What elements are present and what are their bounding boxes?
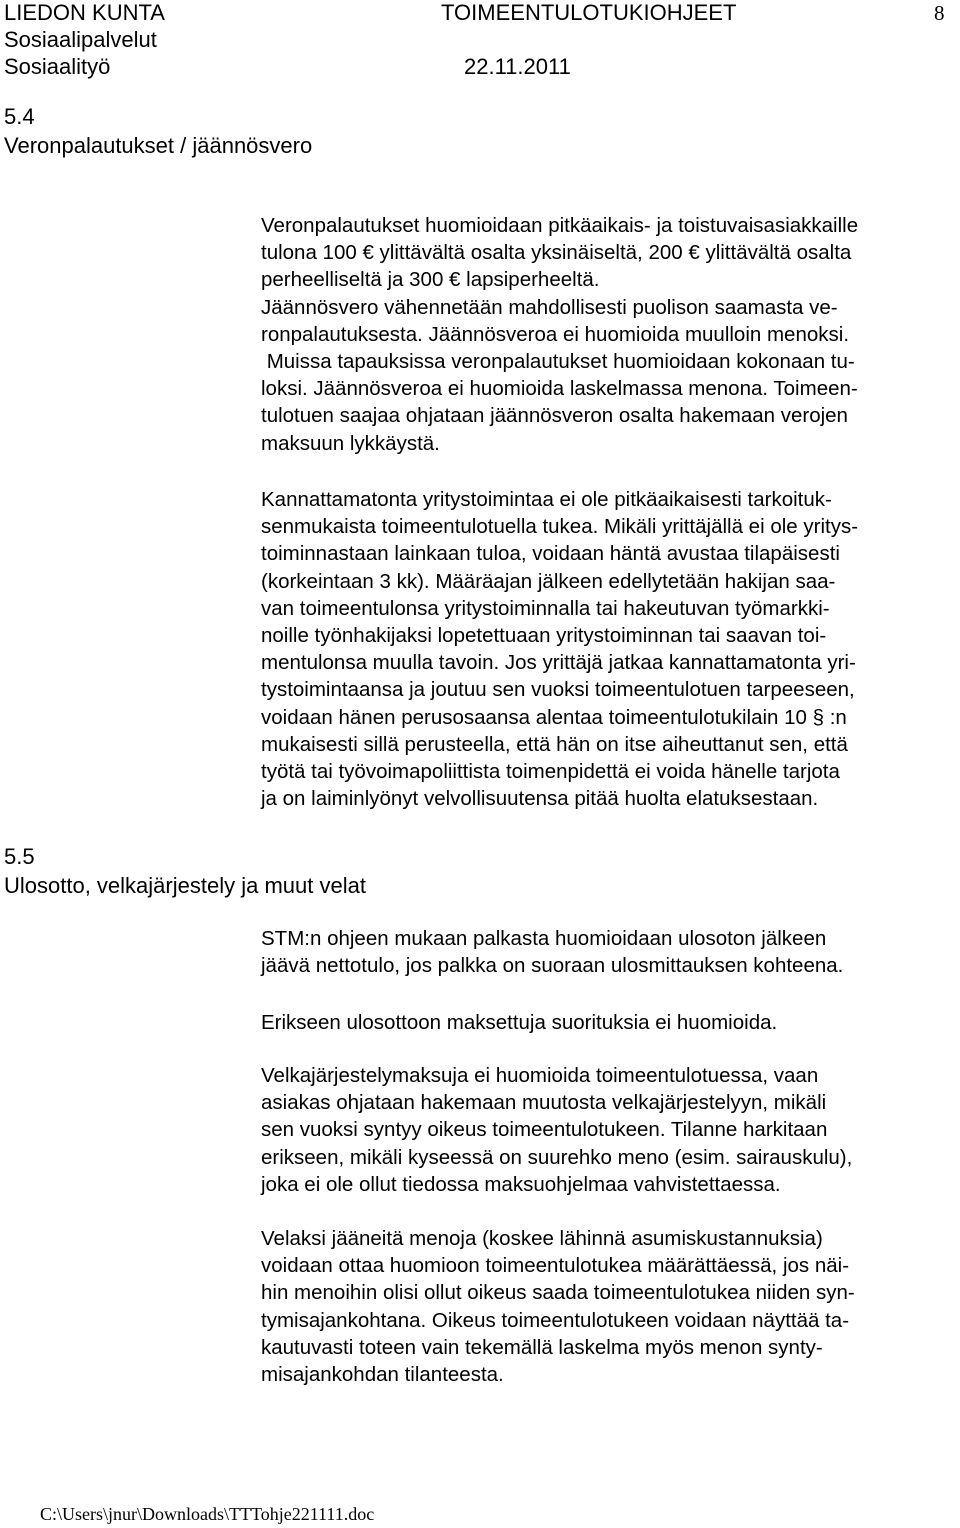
paragraph-line: tymisajankohtana. Oikeus toimeentulotukeen voidaan näyttää ta- bbox=[261, 1308, 850, 1332]
paragraph-velaksi-jaaneet bbox=[261, 1225, 951, 1388]
paragraph-line: perheelliseltä ja 300 € lapsiperheeltä. bbox=[261, 268, 600, 292]
paragraph-line: ja on laiminlyönyt velvollisuutensa pitää huolta elatuksestaan. bbox=[261, 787, 819, 811]
paragraph-line: erikseen, mikäli kyseessä on suurehko meno (esim. sairauskulu), bbox=[261, 1145, 853, 1169]
paragraph-line: Jäännösvero vähennetään mahdollisesti puolison saamasta ve- bbox=[261, 295, 838, 319]
paragraph-line: Velaksi jääneitä menoja (koskee lähinnä asumiskustannuksia) bbox=[261, 1227, 823, 1250]
paragraph-line: senmukaista toimeentulotuella tukea. Mikäli yrittäjällä ei ole yritys- bbox=[261, 515, 859, 539]
paragraph-veronpalautukset bbox=[261, 212, 951, 457]
paragraph-line: Muissa tapauksissa veronpalautukset huomioidaan kokonaan tu- bbox=[261, 350, 855, 374]
paragraph-line: Veronpalautukset huomioidaan pitkäaikais- ja toistuvaisasiakkaille bbox=[261, 214, 859, 237]
paragraph-line: maksuun lykkäystä. bbox=[261, 431, 440, 455]
paragraph-line: Velkajärjestelymaksuja ei huomioida toimeentulotuessa, vaan bbox=[261, 1064, 819, 1087]
paragraph-line: voidaan ottaa huomioon toimeentulotukea määrättäessä, jos näi- bbox=[261, 1254, 850, 1278]
header-org: LIEDON KUNTA bbox=[4, 0, 165, 25]
paragraph-line: joka ei ole ollut tiedossa maksuohjelmaa vahvistettaessa. bbox=[261, 1172, 781, 1196]
header-doc-title: TOIMEENTULOTUKIOHJEET bbox=[441, 0, 737, 25]
paragraph-line: asiakas ohjataan hakemaan muutosta velkajärjestelyyn, mikäli bbox=[261, 1091, 827, 1115]
paragraph-line: mentulonsa muulla tavoin. Jos yrittäjä jatkaa kannattamatonta yri- bbox=[261, 651, 856, 675]
section-number: 5.5 bbox=[4, 844, 35, 869]
paragraph-line: noille työnhakijaksi lopetettuaan yritystoiminnan tai saavan toi- bbox=[261, 624, 827, 648]
paragraph-line: Kannattamatonta yritystoimintaa ei ole pitkäaikaisesti tarkoituk- bbox=[261, 488, 832, 511]
header-date: 22.11.2011 bbox=[464, 54, 571, 79]
paragraph-ulosotto-suoritukset bbox=[261, 1009, 951, 1036]
paragraph-line: kautuvasti toteen vain tekemällä laskelma myös menon synty- bbox=[261, 1335, 823, 1359]
paragraph-line: tulona 100 € ylittävältä osalta yksinäiseltä, 200 € ylittävältä osalta bbox=[261, 241, 852, 265]
paragraph-line: sen vuoksi syntyy oikeus toimeentulotukeen. Tilanne harkitaan bbox=[261, 1118, 828, 1142]
section-title: Ulosotto, velkajärjestely ja muut velat bbox=[4, 873, 366, 898]
section-title: Veronpalautukset / jäännösvero bbox=[4, 133, 313, 158]
paragraph-line: STM:n ohjeen mukaan palkasta huomioidaan ulosoton jälkeen bbox=[261, 927, 827, 950]
paragraph-velkajarjestely bbox=[261, 1062, 951, 1198]
section-heading-5-5 bbox=[4, 842, 366, 900]
paragraph-line: ronpalautuksesta. Jäännösveroa ei huomioida muulloin menoksi. bbox=[261, 322, 850, 346]
header-dept: Sosiaalipalvelut bbox=[4, 27, 157, 52]
paragraph-line: loksi. Jäännösveroa ei huomioida laskelmassa menona. Toimeen- bbox=[261, 377, 858, 401]
header-unit: Sosiaalityö bbox=[4, 54, 111, 79]
paragraph-line: tystoimintaansa ja joutuu sen vuoksi toimeentulotuen tarpeeseen, bbox=[261, 678, 855, 702]
paragraph-line: hin menoihin olisi ollut oikeus saada toimeentulotukea niiden syn- bbox=[261, 1281, 855, 1305]
paragraph-line: tulotuen saajaa ohjataan jäännösveron osalta hakemaan verojen bbox=[261, 404, 848, 428]
footer-file-path: C:\Users\jnur\Downloads\TTTohje221111.doc bbox=[40, 1504, 375, 1524]
section-heading-5-4 bbox=[4, 102, 312, 160]
page-number: 8 bbox=[934, 1, 945, 25]
paragraph-line: misajankohdan tilanteesta. bbox=[261, 1363, 504, 1387]
paragraph-yritystoiminta bbox=[261, 486, 951, 812]
paragraph-line: jäävä nettotulo, jos palkka on suoraan ulosmittauksen kohteena. bbox=[261, 954, 844, 978]
paragraph-line: Erikseen ulosottoon maksettuja suorituksia ei huomioida. bbox=[261, 1011, 778, 1034]
paragraph-line: toiminnastaan lainkaan tuloa, voidaan häntä avustaa tilapäisesti bbox=[261, 542, 840, 566]
paragraph-line: (korkeintaan 3 kk). Määräajan jälkeen edellytetään hakijan saa- bbox=[261, 569, 836, 593]
paragraph-line: van toimeentulonsa yritystoiminnalla tai hakeutuvan työmarkki- bbox=[261, 596, 830, 620]
paragraph-line: työtä tai työvoimapoliittista toimenpidettä ei voida hänelle tarjota bbox=[261, 760, 840, 784]
paragraph-line: voidaan hänen perusosaansa alentaa toimeentulotukilain 10 § :n bbox=[261, 705, 847, 729]
paragraph-stm-ohje bbox=[261, 925, 951, 979]
paragraph-line: mukaisesti sillä perusteella, että hän on itse aiheuttanut sen, että bbox=[261, 732, 848, 756]
section-number: 5.4 bbox=[4, 104, 35, 129]
